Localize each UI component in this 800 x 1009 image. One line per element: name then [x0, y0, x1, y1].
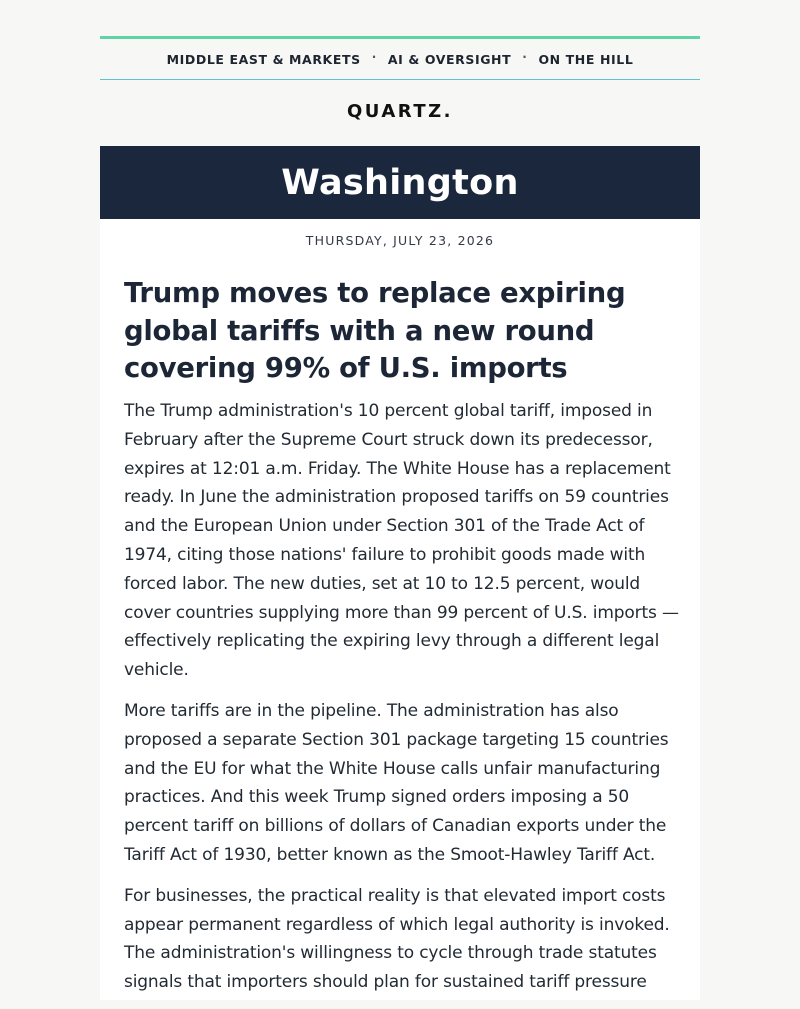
article-date: THURSDAY, JULY 23, 2026 [305, 233, 495, 248]
nav-item-on-the-hill[interactable]: ON THE HILL [538, 51, 634, 67]
nav-bottom-line [100, 79, 700, 80]
section-nav [100, 39, 700, 79]
article-paragraph: More tariffs are in the pipeline. The administration has also proposed a separate Section 301 package targeting 15 countries and the EU for what the White House calls unfair manufacturing practices. And this week Trump signed orders imposing a 50 percent tariff on billions of dollars of Canadian exports under the Tariff Act of 1930, better known as the Smoot-Hawley Tariff Act. [124, 700, 669, 865]
nav-separator: · [522, 50, 528, 64]
article-paragraph: For businesses, the practical reality is that elevated import costs appear permanent regardless of which legal authority is invoked. The administration's willingness to cycle through trade statutes signals that importers should plan for sustained tariff pressure [124, 885, 670, 993]
nav-item-middle-east-markets[interactable]: MIDDLE EAST & MARKETS [166, 51, 361, 67]
article-headline: Trump moves to replace expiring global tariffs with a new round covering 99% of U.S. imports [124, 277, 626, 384]
article-body [124, 397, 680, 1009]
article-paragraph: The Trump administration's 10 percent global tariff, imposed in February after the Supreme Court struck down its predecessor, expires at 12:01 a.m. Friday. The White House has a replacement ready. In June the administration proposed tariffs on 59 countries and the European Union under Section 301 of the Trade Act of 1974, citing those nations' failure to prohibit goods made with forced labor. The new duties, set at 10 to 12.5 percent, would cover countries supplying more than 99 percent of U.S. imports — effectively replicating the expiring levy through a different legal vehicle. [124, 401, 679, 681]
section-title: Washington [281, 162, 519, 203]
section-banner [100, 146, 700, 219]
quartz-logo[interactable]: QUARTZ. [346, 101, 453, 122]
article-card [100, 219, 700, 1000]
nav-separator: · [371, 50, 377, 64]
nav-item-ai-oversight[interactable]: AI & OVERSIGHT [387, 51, 512, 67]
